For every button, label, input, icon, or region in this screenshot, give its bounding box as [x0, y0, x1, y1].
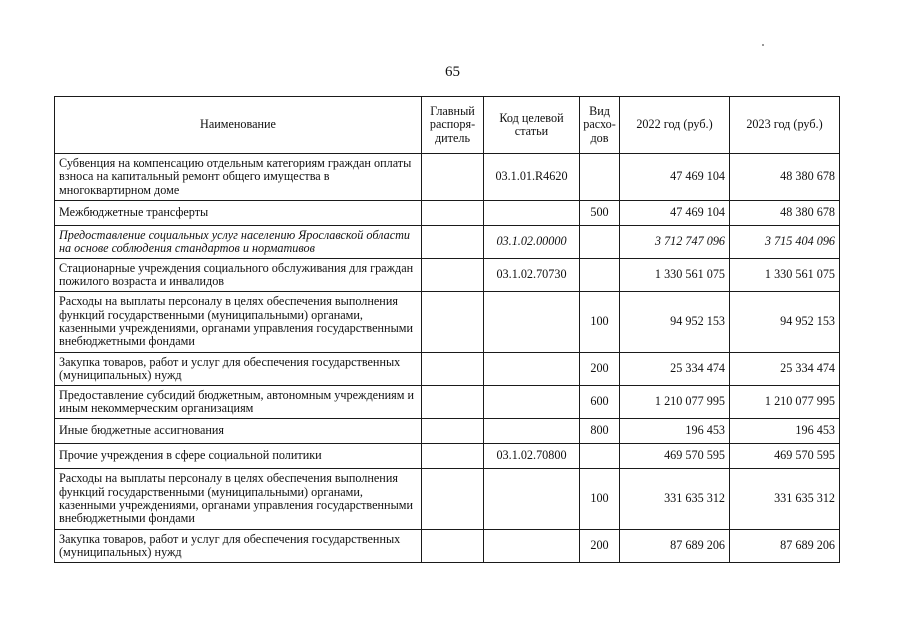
cell-2023: 48 380 678	[730, 154, 840, 201]
cell-kind: 500	[580, 201, 620, 226]
table-row	[55, 226, 840, 259]
cell-main	[422, 469, 484, 530]
cell-main	[422, 530, 484, 563]
cell-name: Закупка товаров, работ и услуг для обеспечения государственных (муниципальных) нужд	[55, 530, 422, 563]
cell-main	[422, 292, 484, 353]
cell-kind: 800	[580, 419, 620, 444]
cell-2023: 196 453	[730, 419, 840, 444]
cell-2022: 47 469 104	[620, 201, 730, 226]
table-row	[55, 444, 840, 469]
cell-code	[484, 201, 580, 226]
cell-main	[422, 386, 484, 419]
table-row	[55, 353, 840, 386]
cell-kind: 600	[580, 386, 620, 419]
header-target-code: Код целевой статьи	[484, 97, 580, 154]
cell-code	[484, 292, 580, 353]
header-expense-kind: Вид расхо-дов	[580, 97, 620, 154]
cell-main	[422, 353, 484, 386]
table-row	[55, 154, 840, 201]
header-main-manager: Главный распоря-дитель	[422, 97, 484, 154]
cell-name: Расходы на выплаты персоналу в целях обеспечения выполнения функций государственными (муниципальными) органами, казенными учреждениями, органами управления государственными внебюджетными фондами	[55, 469, 422, 530]
cell-name: Иные бюджетные ассигнования	[55, 419, 422, 444]
cell-2022: 196 453	[620, 419, 730, 444]
cell-2022: 25 334 474	[620, 353, 730, 386]
header-2022: 2022 год (руб.)	[620, 97, 730, 154]
cell-name: Предоставление субсидий бюджетным, автономным учреждениям и иным некоммерческим организациям	[55, 386, 422, 419]
cell-2023: 1 330 561 075	[730, 259, 840, 292]
cell-2022: 94 952 153	[620, 292, 730, 353]
table-row	[55, 292, 840, 353]
cell-2022: 47 469 104	[620, 154, 730, 201]
cell-main	[422, 259, 484, 292]
cell-main	[422, 444, 484, 469]
cell-code: 03.1.01.R4620	[484, 154, 580, 201]
cell-kind	[580, 444, 620, 469]
cell-2022: 331 635 312	[620, 469, 730, 530]
cell-name: Прочие учреждения в сфере социальной политики	[55, 444, 422, 469]
cell-kind: 200	[580, 530, 620, 563]
table-row	[55, 530, 840, 563]
table-row	[55, 386, 840, 419]
cell-code	[484, 530, 580, 563]
table-row	[55, 469, 840, 530]
table-row	[55, 201, 840, 226]
cell-2022: 1 210 077 995	[620, 386, 730, 419]
cell-2023: 94 952 153	[730, 292, 840, 353]
header-2023: 2023 год (руб.)	[730, 97, 840, 154]
cell-kind	[580, 259, 620, 292]
cell-2023: 25 334 474	[730, 353, 840, 386]
cell-code: 03.1.02.70800	[484, 444, 580, 469]
cell-kind: 200	[580, 353, 620, 386]
cell-code	[484, 469, 580, 530]
table-header-row	[55, 97, 840, 154]
cell-name: Предоставление социальных услуг населению Ярославской области на основе соблюдения стандартов и нормативов	[55, 226, 422, 259]
cell-2023: 48 380 678	[730, 201, 840, 226]
cell-2023: 331 635 312	[730, 469, 840, 530]
cell-main	[422, 226, 484, 259]
cell-2022: 1 330 561 075	[620, 259, 730, 292]
cell-2023: 1 210 077 995	[730, 386, 840, 419]
cell-2022: 469 570 595	[620, 444, 730, 469]
cell-2023: 87 689 206	[730, 530, 840, 563]
cell-name: Субвенция на компенсацию отдельным категориям граждан оплаты взноса на капитальный ремонт общего имущества в многоквартирном доме	[55, 154, 422, 201]
cell-main	[422, 154, 484, 201]
cell-2023: 3 715 404 096	[730, 226, 840, 259]
cell-code: 03.1.02.70730	[484, 259, 580, 292]
cell-2022: 3 712 747 096	[620, 226, 730, 259]
cell-2023: 469 570 595	[730, 444, 840, 469]
cell-2022: 87 689 206	[620, 530, 730, 563]
cell-code	[484, 353, 580, 386]
cell-name: Стационарные учреждения социального обслуживания для граждан пожилого возраста и инвалидов	[55, 259, 422, 292]
cell-code	[484, 386, 580, 419]
table-row	[55, 419, 840, 444]
cell-main	[422, 419, 484, 444]
cell-name: Закупка товаров, работ и услуг для обеспечения государственных (муниципальных) нужд	[55, 353, 422, 386]
table-row	[55, 259, 840, 292]
cell-name: Межбюджетные трансферты	[55, 201, 422, 226]
cell-code	[484, 419, 580, 444]
cell-kind: 100	[580, 292, 620, 353]
header-name: Наименование	[55, 97, 422, 154]
budget-table	[54, 96, 840, 563]
cell-kind	[580, 154, 620, 201]
cell-name: Расходы на выплаты персоналу в целях обеспечения выполнения функций государственными (муниципальными) органами, казенными учреждениями, органами управления государственными внебюджетными фондами	[55, 292, 422, 353]
cell-kind: 100	[580, 469, 620, 530]
cell-kind	[580, 226, 620, 259]
page-number: 65	[445, 64, 460, 80]
scan-speck	[762, 44, 764, 46]
cell-code: 03.1.02.00000	[484, 226, 580, 259]
cell-main	[422, 201, 484, 226]
